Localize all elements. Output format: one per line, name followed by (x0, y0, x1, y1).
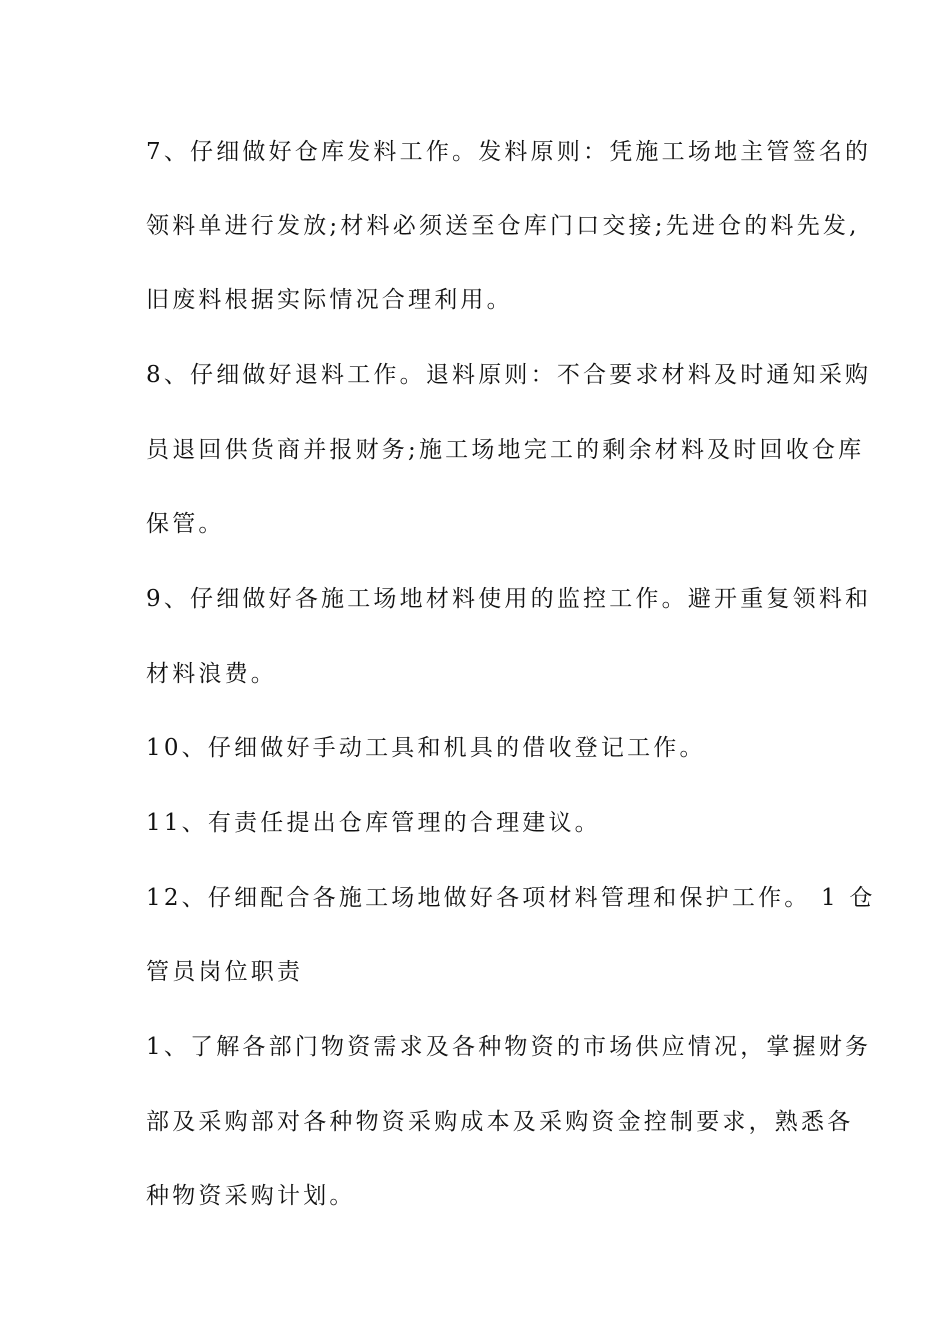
text-line: 种物资采购计划。 (146, 1183, 356, 1209)
text-line: 旧废料根据实际情况合理利用。 (146, 287, 513, 313)
text-line: 员退回供货商并报财务;施工场地完工的剩余材料及时回收仓库 (146, 437, 865, 463)
text-line: 领料单进行发放;材料必须送至仓库门口交接;先进仓的料先发, (146, 213, 860, 239)
text-line: 9、仔细做好各施工场地材料使用的监控工作。避开重复领料和 (146, 586, 872, 612)
text-line: 部及采购部对各种物资采购成本及采购资金控制要求，熟悉各 (146, 1109, 854, 1135)
text-line: 10、仔细做好手动工具和机具的借收登记工作。 (146, 735, 706, 761)
text-line: 材料浪费。 (146, 661, 277, 687)
text-line: 11、有责任提出仓库管理的合理建议。 (146, 810, 601, 836)
text-line: 保管。 (146, 511, 225, 537)
text-line: 管员岗位职责 (146, 959, 304, 985)
text-line: 8、仔细做好退料工作。退料原则：不合要求材料及时通知采购 (146, 362, 872, 388)
text-line: 7、仔细做好仓库发料工作。发料原则：凭施工场地主管签名的 (146, 139, 872, 165)
text-line: 12、仔细配合各施工场地做好各项材料管理和保护工作。 1 仓 (146, 885, 876, 911)
text-line: 1、了解各部门物资需求及各种物资的市场供应情况，掌握财务 (146, 1034, 872, 1060)
